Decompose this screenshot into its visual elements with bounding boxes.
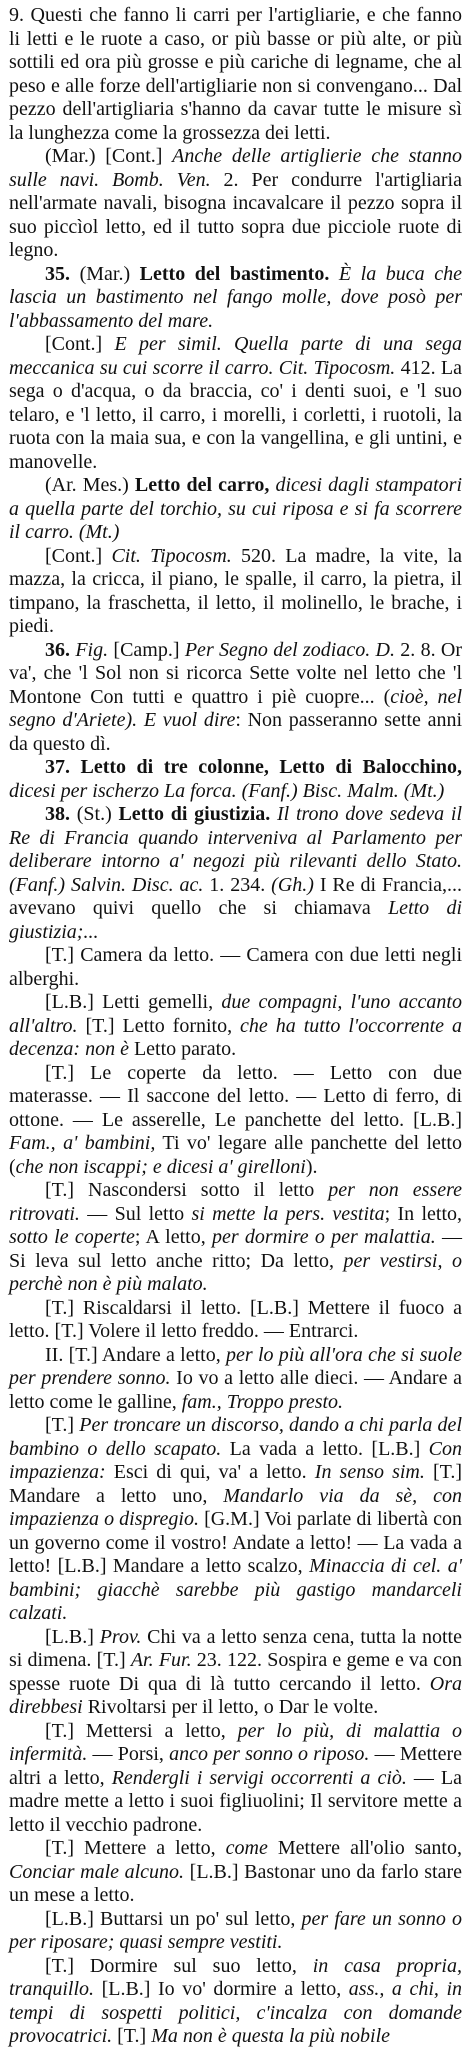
entry-text: ; A letto, [134,1226,212,1248]
italic-gloss-text: Ar. Fur. [130,1649,192,1671]
entry-text: Io vo a letto alle dieci. — Andare a letto come le galline, [9,1367,462,1413]
entry-text: — La madre mette a letto i suoi figliuolini; Il servitore mette a letto il vecchio padrone. [9,1766,462,1836]
italic-gloss-text: si mette la pers. vestita [191,1202,385,1225]
italic-gloss-text: È la buca che lascia un bastimento nel fango molle, dove posò per l'abbassamento del mare. [9,262,462,332]
entry-heading-text: 38. [45,803,70,825]
entry-text: (St.) [70,803,119,825]
entry-text: [L.B.] [45,1625,100,1648]
italic-gloss-text: come [225,1837,268,1859]
entry-paragraph [9,1344,462,1415]
entry-text: [L.B.] Io vo' dormire a letto, [94,1978,349,2000]
entry-heading-text: 36. [45,638,70,661]
entry-text: [T.] Riscaldarsi il letto. [L.B.] Mettere il fuoco a letto. [T.] Volere il letto freddo. — Entrarci. [9,1296,462,1342]
entry-text: — Mettere altri a letto, [9,1743,463,1789]
entry-text: (Mar.) [70,262,140,285]
entry-text: II. [T.] Andare a letto, [45,1343,226,1366]
entry-paragraph [9,1908,462,1955]
italic-gloss-text: Ma non è questa la più nobile [151,2025,391,2047]
italic-gloss-text: Con impazienza: [9,1437,462,1483]
entry-text: 23. 122. Sospira e geme e va con spesse ruote Di qua di là tutto cercando il letto. [9,1649,462,1695]
italic-gloss-text: per lo più, di malattia o infermità. [9,1719,462,1765]
entry-paragraph [9,639,462,757]
entry-text: [T.] [112,2025,152,2047]
entry-text: Ti vo' legare alle panchette del letto ( [9,1132,462,1178]
italic-gloss-text: Minaccia di cel. a' bambini; giacchè sarebbe più gastigo mandarceli calzati. [9,1555,463,1624]
italic-gloss-text: dicesi dagli stampatori a quella parte del torchio, su cui riposa e si fa scorrere il carro. (Mt.) [9,474,462,543]
entry-text [329,263,339,285]
entry-text: [T.] Nascondersi sotto il letto [45,1179,329,1201]
entry-paragraph [9,1837,462,1908]
entry-text: [T.] Mettere a letto, [45,1837,226,1859]
italic-gloss-text: Per troncare un discorso, dando a chi parla del bambino o dello scapato. [9,1414,462,1460]
italic-gloss-text: per vestirsi, o perchè non è più malato. [9,1249,462,1295]
italic-gloss-text: che non iscappi; e dicesi a' girelloni [15,1155,306,1178]
entry-text: Letto parato. [128,1038,237,1060]
italic-gloss-text: Conciar male alcuno. [9,1860,185,1883]
entry-text: 2. Per condurre l'artigliaria nell'armate navali, bisogna incavalcare il pezzo sopra il suo piccìol letto, ed il tutto sopra due picciole ruote di legno. [9,168,462,261]
entry-text: [L.B.] Buttarsi un po' sul letto, [45,1907,302,1930]
entry-text: Mettere all'olio santo, [267,1837,462,1859]
entry-heading-text: Letto di giustizia. [118,803,271,825]
italic-gloss-text: che ha tutto l'occorrente a decenza: non è [9,1014,462,1060]
entry-text: — Sul letto [79,1202,192,1225]
italic-gloss-text: cioè, nel segno d'Ariete). E vuol dire [9,685,462,731]
entry-paragraph [9,1062,462,1180]
italic-gloss-text: in casa propria, tranquillo. [9,1954,462,2000]
entry-text: [T.] Le coperte da letto. — Letto con due materasse. — Il saccone del letto. — Letto di ferro, di ottone. — Le asserelle, Le panchette del letto. [L.B.] [9,1061,462,1131]
italic-gloss-text: due compagni, l'uno accanto all'altro. [9,991,462,1037]
entry-text: — Porsi, [87,1743,170,1765]
entry-text: (Ar. Mes.) [45,474,135,496]
entry-heading-text: Letto del carro, [134,474,270,496]
italic-gloss-text: anco per sonno o riposo. [169,1743,370,1765]
italic-gloss-text: Ora direbbesi [9,1672,462,1718]
entry-text: ). [305,1155,318,1178]
entry-text: [T.] Mettersi a letto, [45,1719,238,1742]
entry-text: [L.B.] Letti gemelli, [45,991,222,1013]
italic-gloss-text: per non essere ritrovati. [9,1179,462,1225]
italic-gloss-text: per lo più all'ora che si suole per prendere sonno. [9,1343,462,1389]
italic-gloss-text: Cit. Tipocosm. [111,544,232,567]
entry-paragraph [9,1179,462,1297]
entry-heading-text: 35. [45,262,70,285]
italic-gloss-text: (Gh.) [271,873,314,896]
entry-text: Chi va a letto senza cena, tutta la notte si dimena. [T.] [9,1625,462,1671]
entry-text: Rivoltarsi per il letto, o Dar le volte. [82,1696,379,1718]
italic-gloss-text: Fam., a' bambini, [9,1132,156,1154]
entry-text: [Camp.] [108,638,185,661]
entry-paragraph [9,1297,462,1344]
entry-paragraph [9,944,462,991]
entry-text: [T.] Mandare a letto uno, [9,1461,463,1507]
entry-text: (Mar.) [Cont.] [45,145,173,167]
entry-paragraph [9,333,462,474]
entry-paragraph [9,545,462,639]
italic-gloss-text: fam., Troppo presto. [181,1390,344,1413]
entry-text: [L.B.] Bastonar uno da farlo stare un mese a letto. [9,1860,462,1906]
entry-paragraph [9,4,462,145]
italic-gloss-text: ass., a chi, in tempi di sospetti politici, c'incalza con domande provocatrici. [9,1978,463,2047]
entry-text: [G.M.] Voi parlate di libertà con un governo come il vostro! Andate a letto! — La vada a letto! [L.B.] Mandare a letto scalzo, [9,1508,462,1577]
entry-paragraph [9,1955,462,2049]
entry-paragraph [9,756,462,803]
italic-gloss-text: In senso sim. [314,1461,425,1483]
entry-text: 412. La sega o d'acqua, o da braccia, co' i denti suoi, e 'l suo telaro, e 'l letto, il carro, i morelli, i corletti, i ruotoli, la ruota con la maia sua, e con la vangellina, e gli untini, e manovelle. [9,356,462,473]
italic-gloss-text: Per Segno del zodiaco. D. [184,638,395,661]
entry-paragraph [9,803,462,944]
entry-text: 9. Questi che fanno li carri per l'artigliarie, e che fanno li letti e le ruote a caso, or più basse or più alte, or più sottili ed ora più grosse e più cariche di legname, che al peso e alle forze dell'artigliarie non si convengano... Dal pezzo dell'artigliaria s'hanno da cavar tutte le misure sì la lunghezza come la grossezza dei letti. [9,4,462,144]
italic-gloss-text: Prov. [99,1625,142,1648]
entry-text: [Cont.] [45,333,115,355]
italic-gloss-text: E per simil. Quella parte di una sega meccanica su cui scorre il carro. Cit. Tipocosm. [9,333,462,379]
italic-gloss-text: per fare un sonno o per riposare; quasi sempre vestiti. [9,1907,462,1953]
entry-text: 520. La madre, la vite, la mazza, la cricca, il piano, le spalle, il carro, la pietra, il timpano, la fraschetta, il letto, il molinello, le brache, i piedi. [9,544,463,637]
italic-gloss-text: Fig. [75,638,109,661]
entry-paragraph [9,263,462,334]
entry-text: — Si leva sul letto anche ritto; Da letto, [9,1226,462,1272]
entry-text: [Cont.] [45,544,112,567]
entry-text: [T.] Letto fornito, [77,1014,241,1037]
italic-gloss-text: dicesi per ischerzo La forca. (Fanf.) Bisc. Malm. (Mt.) [9,779,445,802]
entry-text: 2. 8. Or va', che 'l Sol non si ricorca Sette volte nel letto che 'l Montone Con tutti e quattro i piè cuopre... ( [9,638,463,708]
entry-text: : Non passeranno sette anni da questo dì. [9,709,462,755]
entry-paragraph [9,1720,462,1838]
entry-text: I Re di Francia,... avevano quivi quello che si chiamava [9,873,463,919]
entry-text: [T.] Dormire sul suo letto, [45,1954,313,1977]
entry-paragraph [9,1626,462,1720]
italic-gloss-text: Mandarlo via da sè, con impazienza o dispregio. [9,1484,462,1530]
entry-paragraph [9,474,462,545]
italic-gloss-text: Il trono dove sedeva il Re di Francia quando interveniva al Parlamento per deliberare intorno a' negozi più rilevanti dello Stato. (Fanf.) Salvin. Disc. ac. [9,803,463,896]
entry-paragraph [9,145,462,263]
entry-paragraph [9,1414,462,1626]
italic-gloss-text: per dormire o per malattia. [211,1226,436,1248]
italic-gloss-text: Rendergli i servigi occorrenti a ciò. [111,1766,407,1789]
entry-text: ; In letto, [384,1202,462,1225]
entry-heading-text: 37. Letto di tre colonne, Letto di Balocchino, [45,756,462,778]
italic-gloss-text: Letto di giustizia;... [9,897,463,943]
entry-text [270,803,277,825]
entry-text: Esci di qui, va' a letto. [105,1461,315,1483]
italic-gloss-text: Anche delle artiglierie che stanno sulle navi. Bomb. Ven. [9,145,462,191]
entry-text: 1. 234. [203,873,272,896]
entry-paragraph [9,991,462,1062]
italic-gloss-text: sotto le coperte [9,1226,135,1248]
entry-text: [T.] [45,1414,80,1436]
entry-heading-text: Letto del bastimento. [139,262,330,285]
entry-text: La vada a letto. [L.B.] [221,1437,429,1460]
entry-text: [T.] Camera da letto. — Camera con due letti negli alberghi. [9,944,462,990]
